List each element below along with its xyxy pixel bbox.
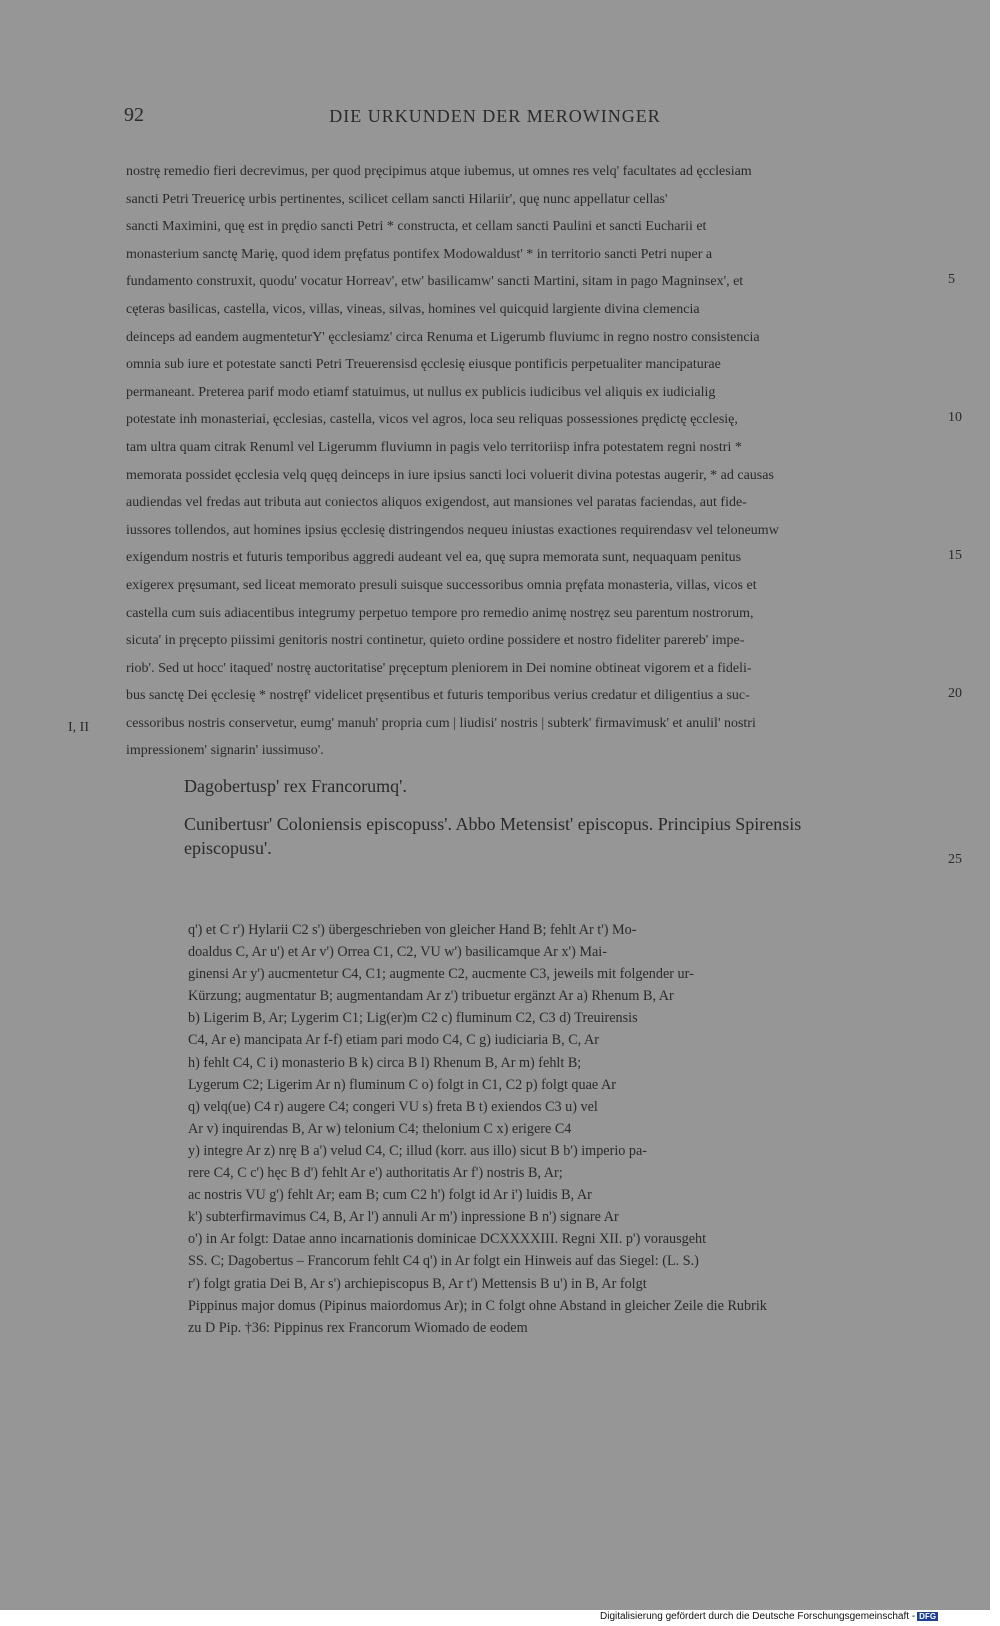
text-line: cessoribus nostris conservetur, eumg' manuh' propria cum | liudisi' nostris | subterk' firmavimusk' et anulil' nostri	[126, 715, 756, 731]
text-line: monasterium sanctę Marię, quod idem pręfatus pontifex Modowaldust' * in territorio sancti Petri nuper a	[126, 246, 713, 262]
text-line: exigerex pręsumant, sed liceat memorato presuli suisque successoribus omnia pręfata monasteria, villas, vicos et	[126, 577, 757, 593]
line-number: 15	[948, 548, 962, 563]
text-line: tam ultra quam citrak Renuml vel Ligerumm fluviumn in pagis velo territoriisp infra potestatem regni nostri *	[126, 439, 742, 455]
margin-reference: I, II	[68, 720, 89, 735]
line-number: 10	[948, 410, 962, 425]
text-line: sancti Maximini, quę est in prędio sancti Petri * constructa, et cellam sancti Paulini et sancti Eucharii et	[126, 219, 707, 235]
footnote-line: o') in Ar folgt: Datae anno incarnationis dominicae DCXXXXIII. Regni XII. p') vorausgeht	[188, 1231, 707, 1248]
text-line: cęteras basilicas, castella, vicos, villas, vineas, silvas, homines vel quicquid largiente divina clemencia	[126, 301, 700, 317]
footnote-line: q) velq(ue) C4 r) augere C4; congeri VU s) freta B t) exiendos C3 u) vel	[188, 1098, 598, 1115]
signature-line: Cunibertusr' Coloniensis episcopuss'. Abbo Metensist' episcopus. Principius Spirensis	[184, 814, 802, 834]
footnote-line: Kürzung; augmentatur B; augmentandam Ar z') tribuetur ergänzt Ar a) Rhenum B, Ar	[188, 988, 674, 1005]
text-line: sancti Petri Treuericę urbis pertinentes, scilicet cellam sancti Hilariir', quę nunc appellatur cellas'	[126, 191, 668, 207]
footnote-line: Ar v) inquirendas B, Ar w) telonium C4; thelonium C x) erigere C4	[188, 1120, 572, 1137]
funding-footer	[600, 1611, 1000, 1626]
text-line: audiendas vel fredas aut tributa aut coniectos aliquos exigendost, aut mansiones vel paratas faciendas, aut fide-	[126, 495, 747, 511]
footnote-line: y) integre Ar z) nrę B a') velud C4, C; illud (korr. aus illo) sicut B b') imperio pa-	[188, 1142, 648, 1159]
footnote-line: rere C4, C c') hęc B d') fehlt Ar e') authoritatis Ar f') nostris B, Ar;	[188, 1165, 563, 1182]
text-line: fundamento construxit, quodu' vocatur Horreav', etw' basilicamw' sancti Martini, sitam in pago Magninsex', et	[126, 274, 744, 290]
footnote-line: Lygerum C2; Ligerim Ar n) fluminum C o) folgt in C1, C2 p) folgt quae Ar	[188, 1076, 616, 1093]
text-line: omnia sub iure et potestate sancti Petri Treuerensisd ęcclesię eiusque pontificis perpetualiter mancipaturae	[126, 357, 721, 373]
text-line: impressionem' signarin' iussimuso'.	[126, 743, 324, 759]
text-line: permaneant. Preterea parif modo etiamf statuimus, ut nullus ex publicis iudicibus vel aliquis ex iudicialig	[126, 384, 716, 400]
text-line: bus sanctę Dei ęcclesię * nostręf' videlicet pręsentibus et futuris temporibus verius credatur et diligentius a suc-	[126, 688, 750, 704]
footnote-line: C4, Ar e) mancipata Ar f-f) etiam pari modo C4, C g) iudiciaria B, C, Ar	[188, 1032, 599, 1049]
page-header	[0, 104, 990, 134]
text-line: nostrę remedio fieri decrevimus, per quod pręcipimus atque iubemus, ut omnes res velq' facultates ad ęcclesiam	[126, 164, 752, 179]
page-number: 92	[124, 104, 144, 126]
text-line: iussores tollendos, aut homines ipsius ęcclesię distringendos nequeu iniustas exactiones requirendasv vel teloneumw	[126, 522, 779, 538]
footnote-line: k') subterfirmavimus C4, B, Ar l') annuli Ar m') inpressione B n') signare Ar	[188, 1209, 619, 1226]
line-number: 5	[948, 272, 955, 287]
line-number: 25	[948, 852, 962, 867]
footnote-line: zu D Pip. †36: Pippinus rex Francorum Wiomado de eodem	[188, 1319, 528, 1336]
text-line: castella cum suis adiacentibus integrumy perpetuo tempore pro remedio animę nostręz seu parentum nostrorum,	[126, 605, 754, 621]
footnote-line: ac nostris VU g') fehlt Ar; eam B; cum C2 h') folgt id Ar i') luidis B, Ar	[188, 1187, 592, 1204]
funding-text: Digitalisierung gefördert durch die Deutsche Forschungsgemeinschaft -	[600, 1611, 916, 1622]
line-number: 20	[948, 686, 962, 701]
footnote-line: b) Ligerim B, Ar; Lygerim C1; Lig(er)m C2 c) fluminum C2, C3 d) Treuirensis	[188, 1010, 638, 1027]
text-line: potestate inh monasteriai, ęcclesias, castella, vicos vel agros, loca seu reliquas possessiones prędictę ęcclesię,	[126, 412, 738, 428]
signatures	[184, 774, 934, 860]
footnote-line: SS. C; Dagobertus – Francorum fehlt C4 q') in Ar folgt ein Hinweis auf das Siegel: (L. S.)	[188, 1253, 699, 1270]
running-head: DIE URKUNDEN DER MEROWINGER	[329, 106, 661, 126]
footnote-line: h) fehlt C4, C i) monasterio B k) circa B l) Rhenum B, Ar m) fehlt B;	[188, 1054, 582, 1071]
text-line: riob'. Sed ut hocc' itaqued' nostrę auctoritatise' pręceptum pleniorem in Dei nomine obtineat vigorem et a fideli-	[126, 660, 752, 676]
text-line: exigendum nostris et futuris temporibus aggredi audeant vel ea, quę supra memorata sunt, nequaquam penitus	[126, 550, 742, 566]
text-line: deinceps ad eandem augmenteturY' ęcclesiamz' circa Renuma et Ligerumb fluviumc in regno nostro consistencia	[126, 329, 760, 345]
footnote-line: Pippinus major domus (Pipinus maiordomus Ar); in C folgt ohne Abstand in gleicher Zeile die Rubrik	[188, 1297, 767, 1314]
signature-line: episcopusu'.	[184, 838, 272, 858]
dfg-logo: DFG	[919, 1612, 937, 1621]
text-line: memorata possidet ęcclesia velq quęq deinceps in iure ipsius sancti loci voluerit divina potestas augerir, * ad causas	[126, 467, 774, 483]
critical-apparatus	[188, 919, 938, 1339]
charter-text	[126, 158, 932, 765]
footnote-line: r') folgt gratia Dei B, Ar s') archiepiscopus B, Ar t') Mettensis B u') in B, Ar folgt	[188, 1275, 647, 1292]
footnote-line: q') et C r') Hylarii C2 s') übergeschrieben von gleicher Hand B; fehlt Ar t') Mo-	[188, 922, 637, 938]
text-line: sicuta' in pręcepto piissimi genitoris nostri continetur, quieto ordine possidere et nostro fideliter parereb' impe-	[126, 633, 745, 649]
footnote-line: ginensi Ar y') aucmentetur C4, C1; augmente C2, aucmente C3, jeweils mit folgender ur-	[188, 966, 694, 983]
footnote-line: doaldus C, Ar u') et Ar v') Orrea C1, C2, VU w') basilicamque Ar x') Mai-	[188, 944, 607, 961]
signature-line: Dagobertusp' rex Francorumq'.	[184, 776, 407, 796]
